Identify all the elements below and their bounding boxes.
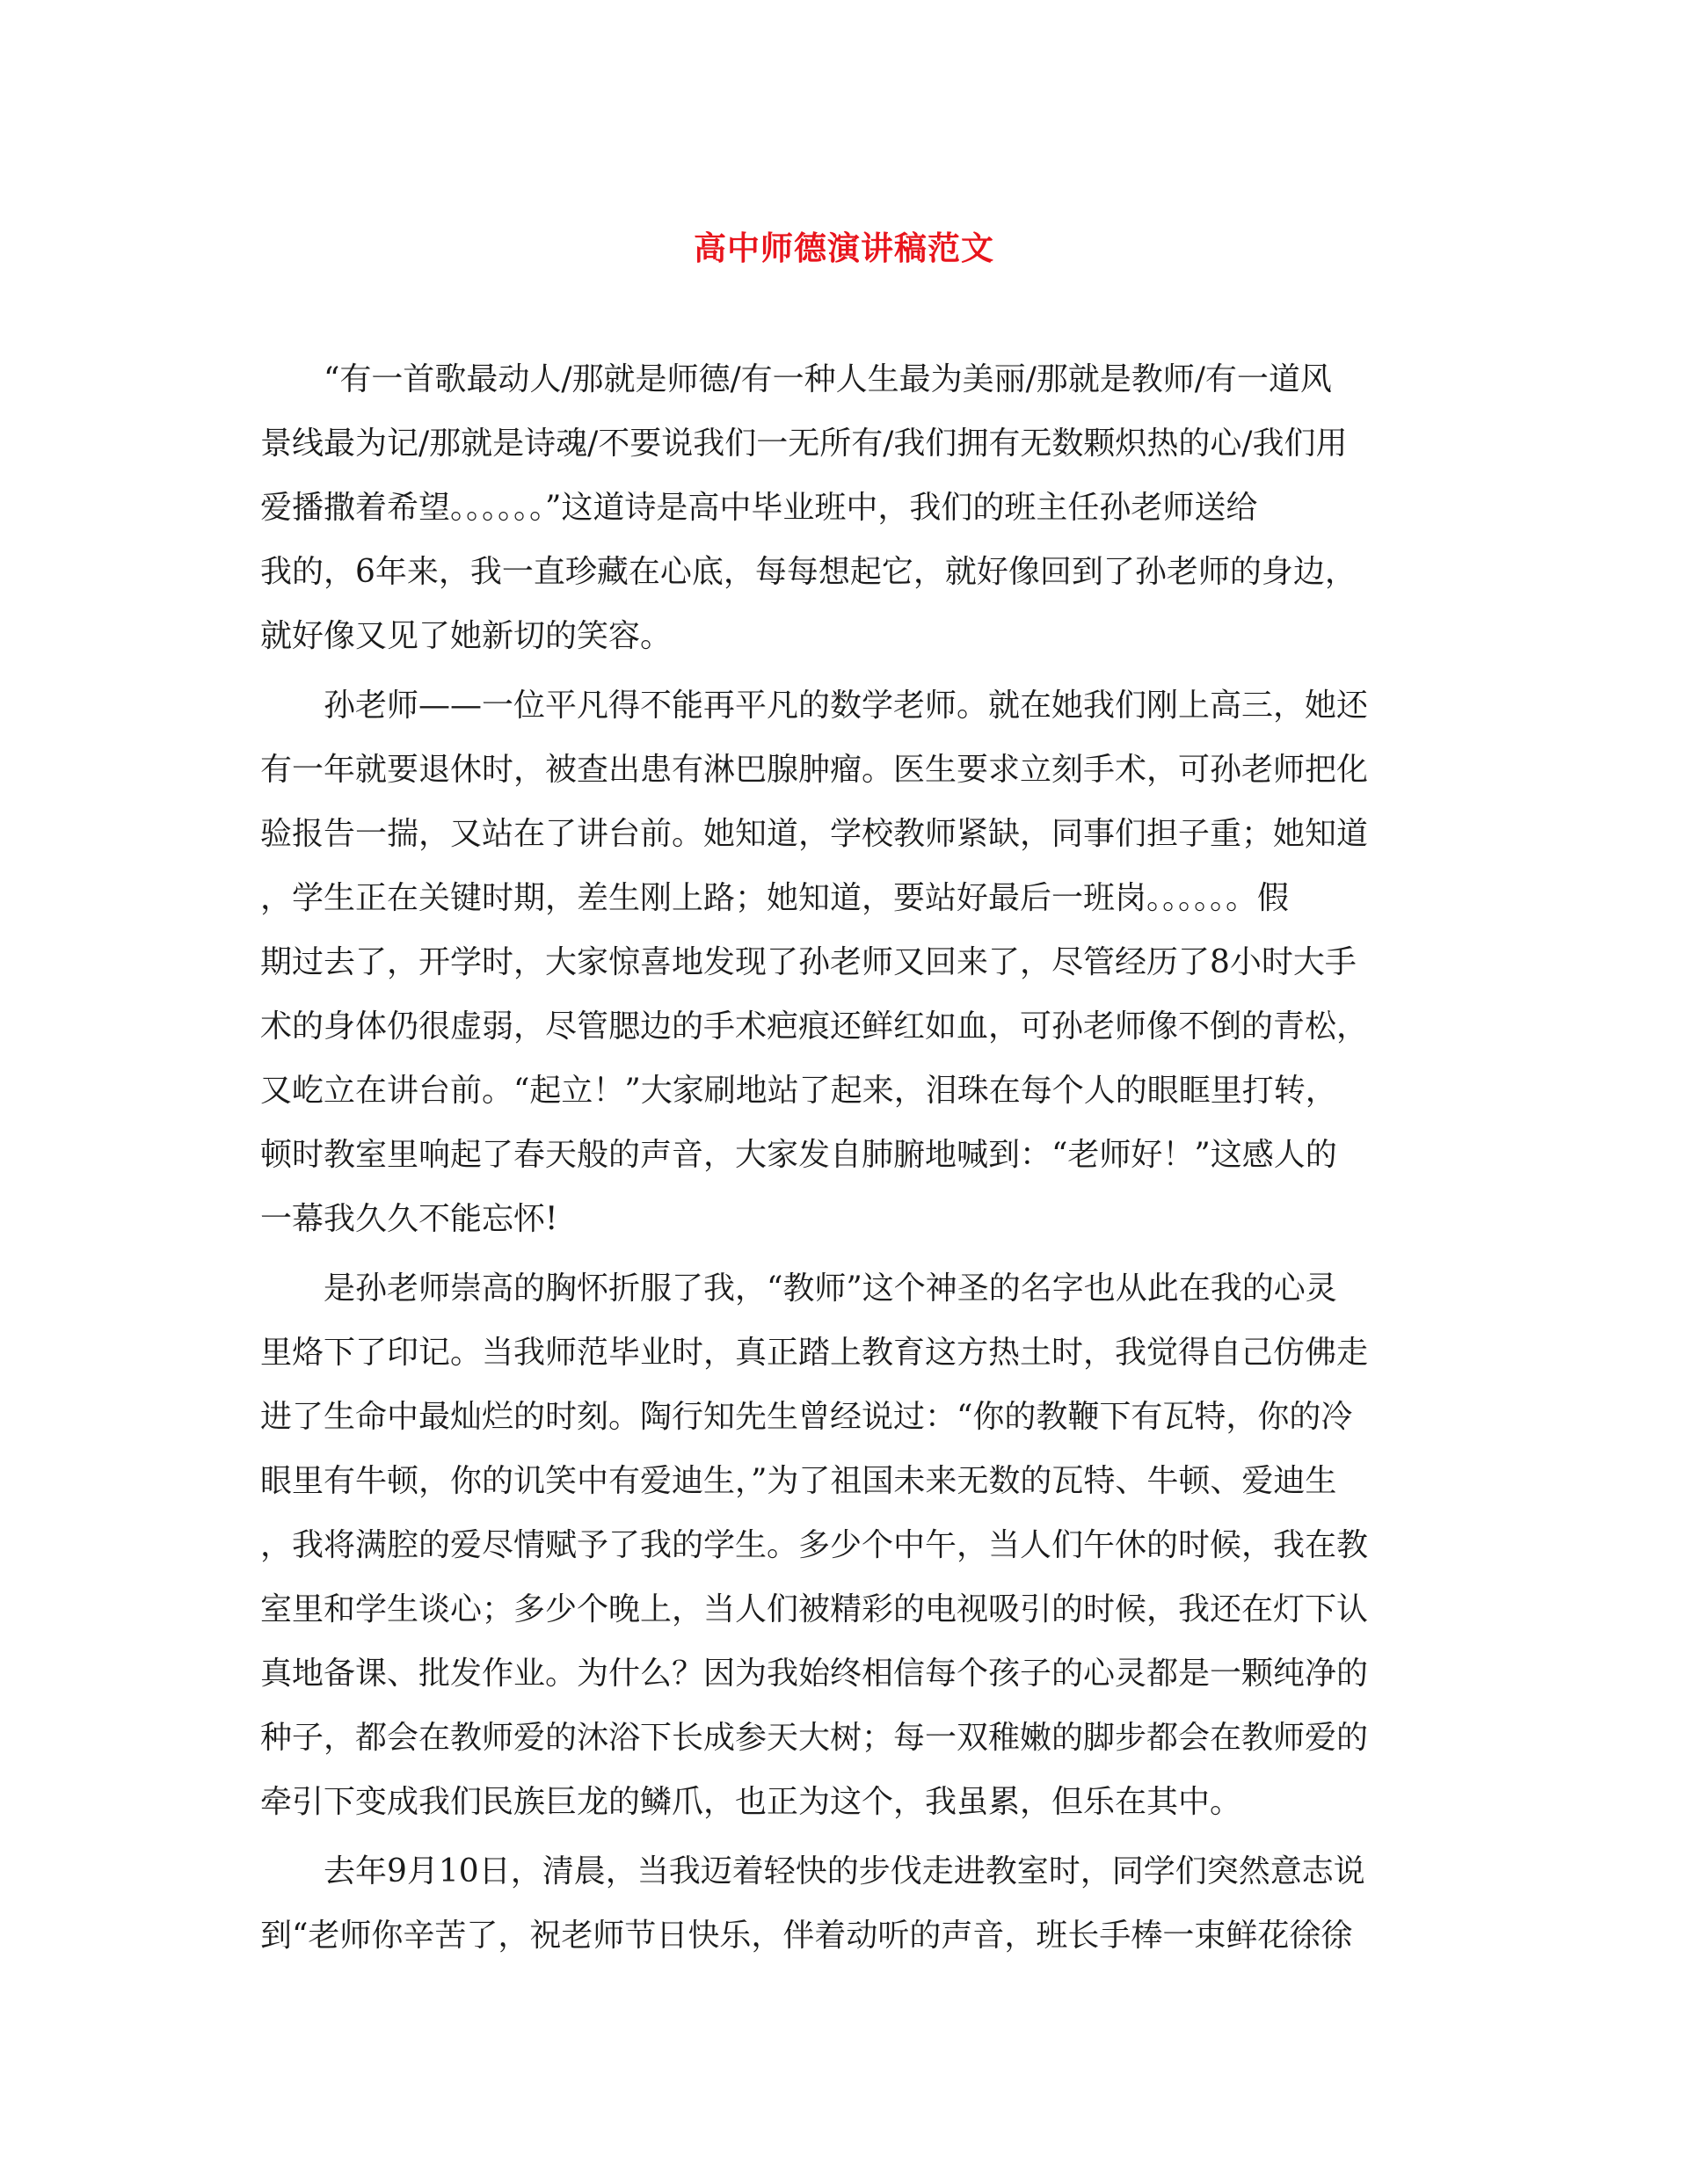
paragraph-4 [260, 1839, 1430, 1968]
paragraph-3 [260, 1256, 1430, 1834]
paragraph-line: 孙老师——一位平凡得不能再平凡的数学老师。就在她我们刚上高三，她还 [324, 688, 1369, 724]
paragraph-line: 验报告一揣，又站在了讲台前。她知道，学校教师紧缺，同事们担子重；她知道 [260, 816, 1369, 852]
paragraph-line: 室里和学生谈心；多少个晚上，当人们被精彩的电视吸引的时候，我还在灯下认 [260, 1591, 1369, 1627]
document-body [260, 347, 1430, 1973]
paragraph-line: 眼里有牛顿，你的讥笑中有爱迪生，”为了祖国未来无数的瓦特、牛顿、爱迪生 [260, 1463, 1337, 1499]
paragraph-line: ，我将满腔的爱尽情赋予了我的学生。多少个中午，当人们午休的时候，我在教 [260, 1527, 1369, 1563]
paragraph-line: 景线最为记/那就是诗魂/不要说我们一无所有/我们拥有无数颗炽热的心/我们用 [260, 426, 1348, 462]
paragraph-line: 顿时教室里响起了春天般的声音，大家发自肺腑地喊到：“老师好！”这感人的 [260, 1137, 1337, 1173]
paragraph-line: 期过去了，开学时，大家惊喜地发现了孙老师又回来了，尽管经历了8小时大手 [260, 944, 1357, 980]
document-title: 高中师德演讲稿范文 [694, 229, 994, 267]
paragraph-line: 进了生命中最灿烂的时刻。陶行知先生曾经说过：“你的教鞭下有瓦特，你的冷 [260, 1399, 1353, 1435]
paragraph-line: 种子，都会在教师爱的沐浴下长成参天大树；每一双稚嫩的脚步都会在教师爱的 [260, 1720, 1369, 1756]
paragraph-line: 一幕我久久不能忘怀! [260, 1201, 558, 1237]
paragraph-line: 真地备课、批发作业。为什么？因为我始终相信每个孩子的心灵都是一颗纯净的 [260, 1656, 1369, 1692]
paragraph-line: 有一年就要退休时，被查出患有淋巴腺肿瘤。医生要求立刻手术，可孙老师把化 [260, 752, 1369, 788]
paragraph-line: 是孙老师崇高的胸怀折服了我，“教师”这个神圣的名字也从此在我的心灵 [324, 1270, 1337, 1307]
paragraph-line: 术的身体仍很虚弱，尽管腮边的手术疤痕还鲜红如血，可孙老师像不倒的青松， [260, 1008, 1369, 1045]
paragraph-line: 爱播撒着希望。。。。。。”这道诗是高中毕业班中，我们的班主任孙老师送给 [260, 490, 1258, 526]
paragraph-line: 我的，6年来，我一直珍藏在心底，每每想起它，就好像回到了孙老师的身边， [260, 554, 1357, 590]
paragraph-line: 里烙下了印记。当我师范毕业时，真正踏上教育这方热土时，我觉得自己仿佛走 [260, 1335, 1369, 1371]
paragraph-line: 到“老师你辛苦了，祝老师节日快乐，伴着动听的声音，班长手棒一束鲜花徐徐 [260, 1918, 1353, 1954]
paragraph-line: “有一首歌最动人/那就是师德/有一种人生最为美丽/那就是教师/有一道风 [324, 361, 1332, 397]
paragraph-1 [260, 347, 1430, 668]
paragraph-line: 牵引下变成我们民族巨龙的鳞爪，也正为这个，我虽累，但乐在其中。 [260, 1784, 1242, 1820]
paragraph-2 [260, 673, 1430, 1251]
paragraph-line: ，学生正在关键时期，差生刚上路；她知道，要站好最后一班岗。。。。。。假 [260, 880, 1290, 916]
paragraph-line: 去年9月10日，清晨，当我迈着轻快的步伐走进教室时，同学们突然意志说 [324, 1853, 1365, 1889]
paragraph-line: 就好像又见了她新切的笑容。 [260, 618, 673, 654]
paragraph-line: 又屹立在讲台前。“起立！”大家刷地站了起来，泪珠在每个人的眼眶里打转， [260, 1073, 1337, 1109]
